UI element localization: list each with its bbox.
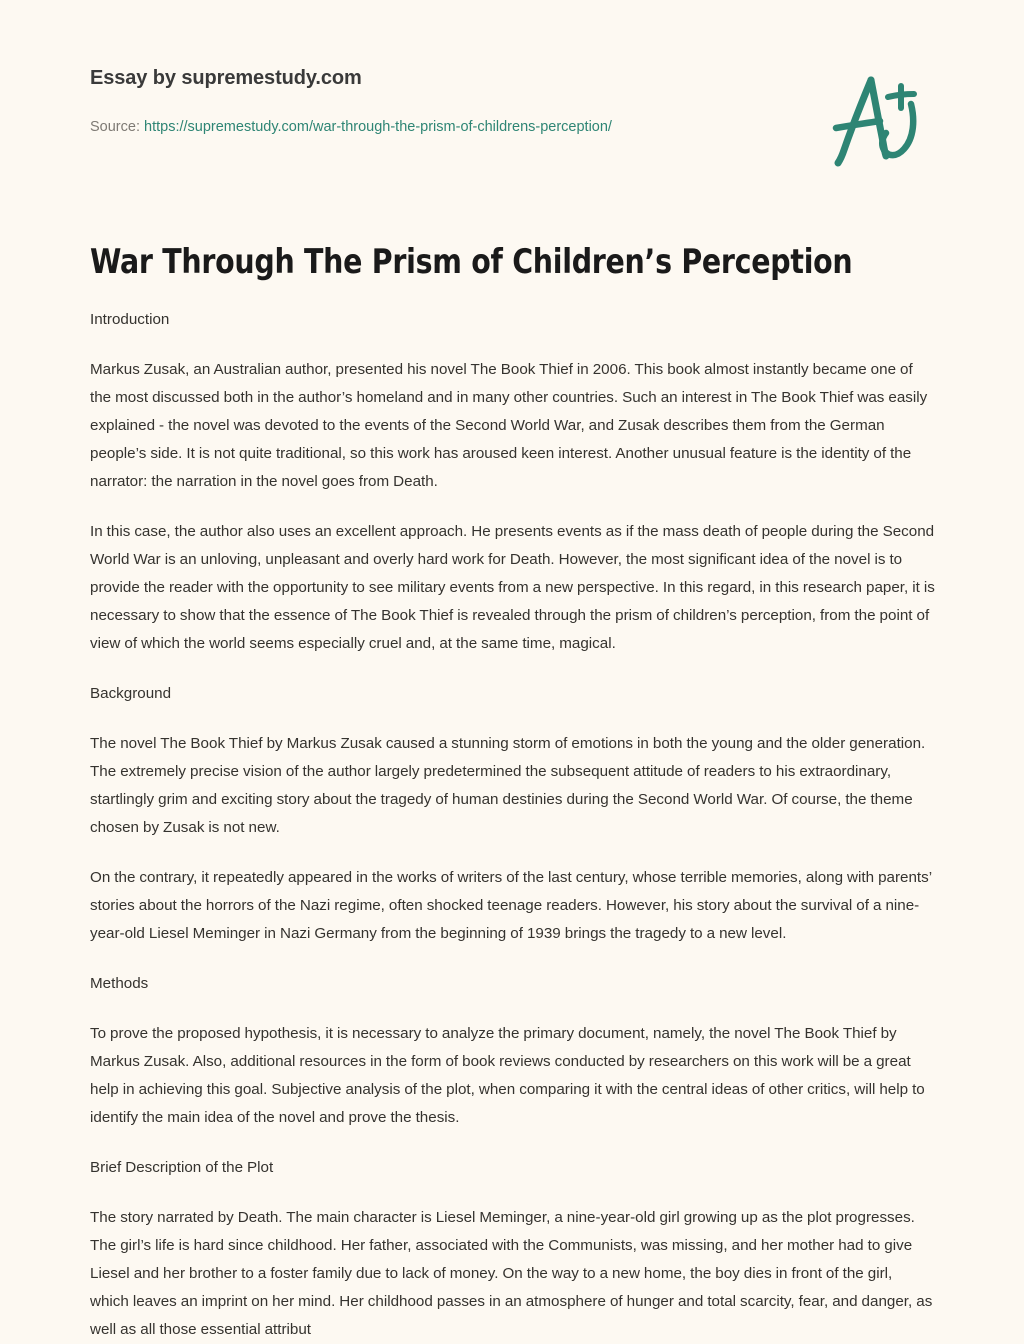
source-label: Source:	[90, 119, 140, 135]
section-heading: Brief Description of the Plot	[90, 1159, 274, 1177]
page-header	[0, 0, 1024, 186]
aplus-logo-icon	[822, 70, 932, 170]
source-line	[90, 118, 934, 137]
brand-title: Essay by supremestudy.com	[90, 67, 362, 89]
section-heading: Background	[90, 685, 172, 703]
body-paragraph: On the contrary, it repeatedly appeared in the works of writers of the last century, whose terrible memories, along with parents’ stories about the horrors of the Nazi regime, often shocked teenage readers. However, his story about the survival of a nine-year-old Liesel Meminger in Nazi Germany from the beginning of 1939 brings the tragedy to a new level.	[90, 869, 932, 943]
section-heading: Introduction	[90, 311, 170, 329]
body-paragraph: The novel The Book Thief by Markus Zusak caused a stunning storm of emotions in both the young and the older generation. The extremely precise vision of the author largely predetermined the subsequent attitude of readers to his extraordinary, startlingly grim and exciting story about the tragedy of human destinies during the Second World War. Of course, the theme chosen by Zusak is not new.	[90, 735, 926, 837]
article-body	[90, 282, 935, 1344]
body-paragraph: In this case, the author also uses an excellent approach. He presents events as if the mass death of people during the Second World War is an unloving, unpleasant and overly hard work for Death. However, the most significant idea of the novel is to provide the reader with the opportunity to see military events from a new perspective. In this regard, in this research paper, it is necessary to show that the essence of The Book Thief is revealed through the prism of children’s perception, from the point of view of which the world seems especially cruel and, at the same time, magical.	[90, 523, 935, 653]
body-paragraph: To prove the proposed hypothesis, it is necessary to analyze the primary document, namely, the novel The Book Thief by Markus Zusak. Also, additional resources in the form of book reviews conducted by researchers on this work will be a great help in achieving this goal. Subjective analysis of the plot, when comparing it with the central ideas of other critics, will help to identify the main idea of the novel and prove the thesis.	[90, 1025, 925, 1127]
body-paragraph: Markus Zusak, an Australian author, presented his novel The Book Thief in 2006. This book almost instantly became one of the most discussed both in the author’s homeland and in many other countries. Such an interest in The Book Thief was easily explained - the novel was devoted to the events of the Second World War, and Zusak describes them from the German people’s side. It is not quite traditional, so this work has aroused keen interest. Another unusual feature is the identity of the narrator: the narration in the novel goes from Death.	[90, 361, 928, 491]
source-url-link[interactable]: https://supremestudy.com/war-through-the-prism-of-childrens-perception/	[144, 119, 612, 135]
page-title: War Through The Prism of Children’s Perception	[90, 242, 853, 282]
section-heading: Methods	[90, 975, 149, 993]
body-paragraph: The story narrated by Death. The main character is Liesel Meminger, a nine-year-old girl growing up as the plot progresses. The girl’s life is hard since childhood. Her father, associated with the Communists, was missing, and her mother had to give Liesel and her brother to a foster family due to lack of money. On the way to a new home, the boy dies in front of the girl, which leaves an imprint on her mind. Her childhood passes in an atmosphere of hunger and total scarcity, fear, and danger, as well as all those essential attribut	[90, 1209, 933, 1339]
